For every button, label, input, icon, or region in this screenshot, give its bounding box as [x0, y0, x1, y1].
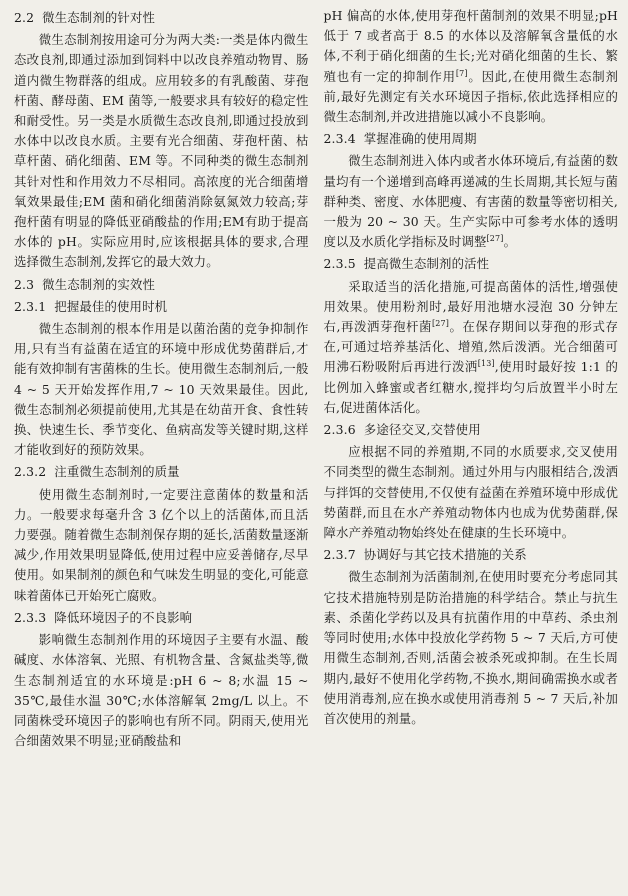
body-paragraph — [324, 277, 619, 418]
citation-ref: [27] — [486, 234, 504, 244]
paragraph-text: 采取适当的活化措施,可提高菌体的活性,增强使用效果。使用粉剂时,最好用池塘水浸泡 30 分钟左右,再泼洒芽孢杆菌 — [323, 278, 618, 335]
body-paragraph — [324, 6, 619, 127]
body-paragraph — [324, 567, 619, 729]
paragraph-text: 使用微生态制剂时,一定要注意菌体的数量和活力。一般要求每毫升含 3 亿个以上的活菌体,而且活力要强。随着微生态制剂保存期的延长,活菌数量逐渐减少,作用效果明显降低,使用过程中应妥善储存,尽早使用。如果制剂的颜色和气味发生明显的变化,可能意味着菌体已开始死亡腐败。 — [14, 486, 309, 603]
body-paragraph — [14, 630, 309, 751]
section-title: 提高微生态制剂的活性 — [363, 256, 490, 272]
paragraph-text: 。因此,在使用微生态制剂前,最好先测定有关水环境因子指标,依此选择相应的微生态制剂,并改进措施以减小不良影响。 — [323, 68, 618, 125]
section-heading — [14, 608, 309, 628]
citation-ref: [13] — [477, 359, 495, 369]
section-number: 2.3.1 — [14, 298, 47, 314]
body-paragraph — [324, 442, 619, 543]
paragraph-text: 。在保存期间以芽孢的形式存在,可通过培养基活化、增殖,然后泼洒。光合细菌可用沸石粉吸附后再进行泼洒 — [323, 319, 618, 375]
section-heading — [14, 297, 309, 317]
section-number: 2.3.7 — [323, 547, 356, 563]
section-title: 掌握准确的使用周期 — [363, 131, 477, 147]
right-column — [324, 6, 619, 896]
body-paragraph — [14, 485, 309, 606]
body-paragraph — [14, 30, 309, 272]
section-number: 2.3.4 — [323, 131, 356, 147]
citation-ref: [7] — [455, 68, 468, 78]
body-paragraph — [324, 151, 619, 252]
section-number: 2.3 — [14, 276, 35, 292]
paragraph-text: 微生态制剂为活菌制剂,在使用时要充分考虑同其它技术措施特别是防治措施的科学结合。禁止与抗生素、杀菌化学药以及具有抗菌作用的中草药、杀虫剂等同时使用;水体中投放化学药物 5 ~ 7 天后,方可使用微生态制剂,否则,活菌会被杀死或抑制。在生长周期内,最好不使用化学药物,不换水,期间确需换水或者使用消毒剂,应在换水或使用消毒剂 5 ~ 7 天后,补加首次使用的剂量。 — [323, 569, 618, 726]
citation-ref: [27] — [432, 319, 450, 329]
section-heading — [14, 462, 309, 482]
paragraph-text: 微生态制剂的根本作用是以菌治菌的竞争抑制作用,只有当有益菌在适宜的环境中形成优势菌群后,才能有效抑制有害菌株的生长。使用微生态制剂后,一般 4 ~ 5 天开始发挥作用,7 ~ 10 天效果最佳。因此,微生态制剂必须提前使用,尤其是在幼苗开食、食性转换、快速生长、季节变化、鱼病高发等关键时期,这样才能收到好的预防效果。 — [14, 321, 309, 458]
paragraph-text: 应根据不同的养殖期,不同的水质要求,交叉使用不同类型的微生态制剂。通过外用与内服相结合,泼洒与拌饵的交替使用,不仅使有益菌在养殖环境中形成优势菌群,而且在水产养殖动物体内也成为优势菌群,保障水产养殖动物始终处在健康的生长环境中。 — [323, 444, 618, 541]
paragraph-text: 微生态制剂进入体内或者水体环境后,有益菌的数量均有一个递增到高峰再递减的生长周期,其长短与菌群种类、密度、水体肥瘦、有害菌的数量等密切相关,一般为 20 ~ 30 天。生产实际中可参考水体的透明度以及水质化学指标及时调整 — [323, 153, 618, 250]
section-number: 2.3.3 — [14, 609, 47, 625]
section-number: 2.2 — [14, 10, 35, 25]
paragraph-text: ,使用时最好按 1:1 的比例加入蜂蜜或者红糖水,搅拌均匀后放置半小时左右,促进菌体活化。 — [323, 359, 618, 415]
section-number: 2.3.6 — [323, 422, 356, 438]
section-heading — [324, 545, 619, 565]
section-title: 多途径交叉,交替使用 — [363, 422, 481, 438]
section-title: 注重微生态制剂的质量 — [54, 464, 180, 480]
section-heading — [14, 275, 309, 295]
section-title: 微生态制剂的针对性 — [42, 10, 156, 25]
paragraph-text: 。 — [503, 234, 517, 250]
section-title: 把握最佳的使用时机 — [54, 298, 168, 314]
section-title: 协调好与其它技术措施的关系 — [363, 547, 527, 563]
paragraph-text: 微生态制剂按用途可分为两大类:一类是体内微生态改良剂,即通过添加到饲料中以改良养殖动物胃、肠道内微生物群落的组成。应用较多的有乳酸菌、芽孢杆菌、酵母菌、EM 菌等,一般要求具有较好的稳定性和耐受性。另一类是水质微生态改良剂,即通过投放到水体中以改良水质。主要有光合细菌、芽孢杆菌、枯草杆菌、硝化细菌、EM 等。不同种类的微生态制剂其针对性和作用效力不尽相同。高浓度的光合细菌增氧效果最佳;EM 菌和硝化细菌消除氨氮效力较高;芽孢杆菌有明显的降低亚硝酸盐的作用;EM有助于提高水体的 pH。实际应用时,应该根据具体的要求,合理选择微生态制剂,发挥它的最大效力。 — [14, 32, 309, 270]
section-heading — [324, 254, 619, 274]
section-number: 2.3.2 — [14, 464, 47, 480]
section-heading — [324, 420, 619, 440]
section-title: 微生态制剂的实效性 — [42, 276, 156, 292]
section-heading — [324, 129, 619, 149]
section-heading — [14, 8, 309, 28]
section-title: 降低环境因子的不良影响 — [54, 609, 193, 625]
section-number: 2.3.5 — [323, 256, 356, 272]
paragraph-text: 影响微生态制剂作用的环境因子主要有水温、酸碱度、水体溶氧、光照、有机物含量、含氮盐类等,微生态制剂适宜的水环境是:pH 6 ~ 8;水温 15 ~ 35℃,最佳水温 30℃;水体溶解氧 2mg/L 以上。不同菌株受环境因子的影响也有所不同。阴雨天,使用光合细菌效果不明显;亚硝酸盐和 — [14, 632, 309, 749]
paragraph-text: pH 偏高的水体,使用芽孢杆菌制剂的效果不明显;pH 低于 7 或者高于 8.5 的水体以及溶解氧含量低的水体,不利于硝化细菌的生长;光对硝化细菌的生长、繁殖也有一定的抑制作用 — [323, 8, 618, 84]
body-paragraph — [14, 319, 309, 460]
left-column — [14, 6, 309, 896]
